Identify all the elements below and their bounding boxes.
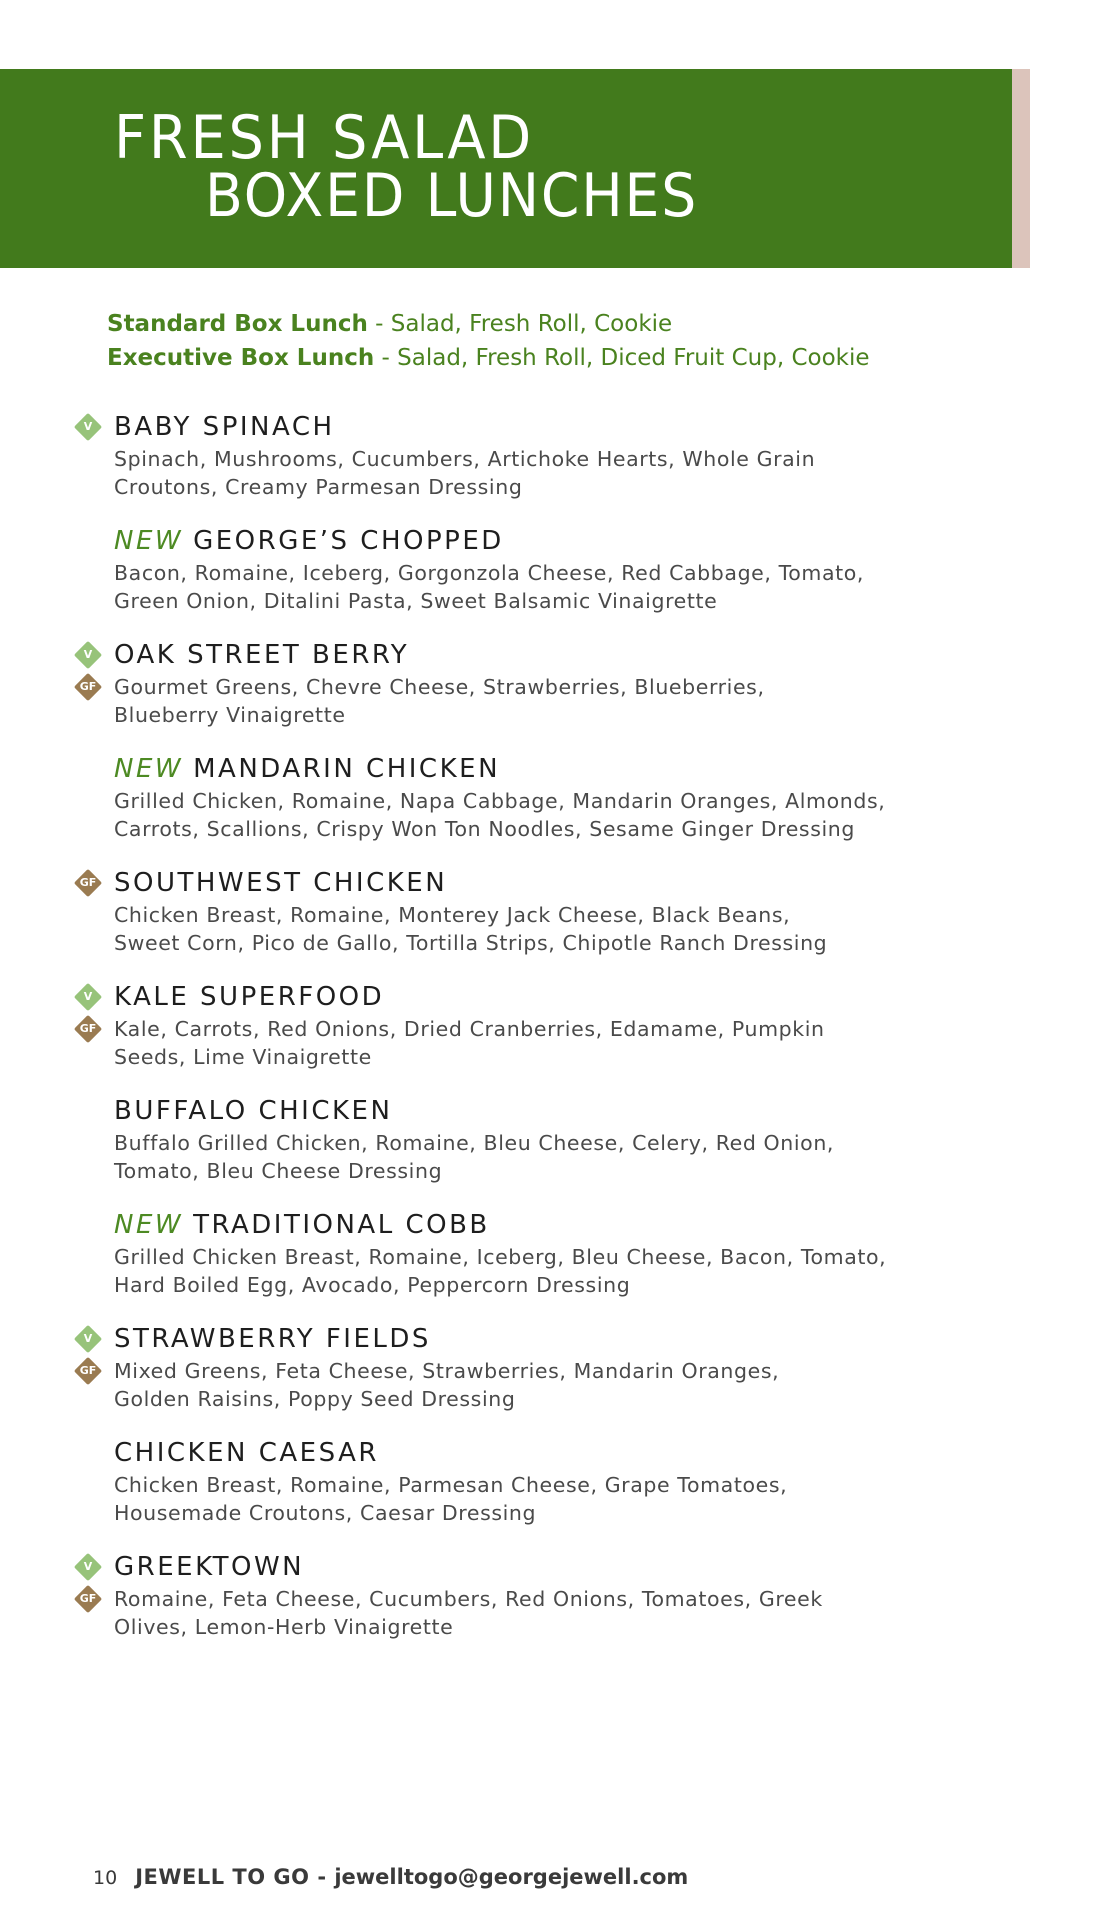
box-lunch-title: Standard Box Lunch (107, 311, 368, 337)
menu-item-name (114, 1552, 304, 1582)
menu-item-title: MANDARIN CHICKEN (193, 754, 501, 784)
box-lunch-details: - Salad, Fresh Roll, Diced Fruit Cup, Cookie (374, 345, 870, 371)
gluten-free-badge-icon: GF (73, 1356, 103, 1386)
footer-brand: JEWELL TO GO - (135, 1865, 335, 1889)
box-lunch-executive (107, 341, 870, 375)
menu-item-description (114, 1129, 894, 1185)
salad-menu-list (0, 412, 1098, 1666)
menu-item-title: SOUTHWEST CHICKEN (114, 868, 448, 898)
menu-item (0, 640, 1098, 754)
new-tag: NEW (114, 1210, 184, 1240)
box-lunch-options (107, 307, 870, 375)
description-line: Seeds, Lime Vinaigrette (114, 1045, 372, 1069)
menu-item-description (114, 445, 894, 501)
new-tag: NEW (114, 526, 184, 556)
menu-item-title: GREEKTOWN (114, 1552, 305, 1582)
description-line: Chicken Breast, Romaine, Monterey Jack Cheese, Black Beans, (114, 903, 791, 927)
new-tag: NEW (114, 754, 184, 784)
description-line: Gourmet Greens, Chevre Cheese, Strawberries, Blueberries, (114, 675, 765, 699)
menu-item (0, 754, 1098, 868)
description-line: Blueberry Vinaigrette (114, 703, 346, 727)
menu-item-description (114, 1357, 894, 1413)
menu-item (0, 1324, 1098, 1438)
menu-item-name (114, 868, 447, 898)
page-title-line2: BOXED LUNCHES (205, 161, 699, 231)
menu-item-description (114, 1015, 894, 1071)
box-lunch-standard (107, 307, 870, 341)
menu-item (0, 868, 1098, 982)
vegetarian-badge-icon: V (73, 640, 103, 670)
menu-item-title: CHICKEN CAESAR (114, 1438, 379, 1468)
box-lunch-details: - Salad, Fresh Roll, Cookie (367, 311, 673, 337)
menu-item-title: OAK STREET BERRY (114, 640, 410, 670)
menu-item (0, 1096, 1098, 1210)
gluten-free-badge-icon: GF (73, 672, 103, 702)
menu-item-description (114, 1471, 894, 1527)
description-line: Grilled Chicken Breast, Romaine, Iceberg, Bleu Cheese, Bacon, Tomato, (114, 1245, 887, 1269)
description-line: Tomato, Bleu Cheese Dressing (114, 1159, 443, 1183)
menu-item-name (114, 1096, 392, 1126)
menu-item (0, 1210, 1098, 1324)
description-line: Kale, Carrots, Red Onions, Dried Cranberries, Edamame, Pumpkin (114, 1017, 825, 1041)
menu-item (0, 412, 1098, 526)
menu-item-name (114, 526, 504, 556)
description-line: Buffalo Grilled Chicken, Romaine, Bleu Cheese, Celery, Red Onion, (114, 1131, 835, 1155)
footer (93, 1864, 688, 1891)
page-number: 10 (93, 1867, 118, 1889)
menu-item (0, 526, 1098, 640)
menu-item-name (114, 1438, 379, 1468)
description-line: Mixed Greens, Feta Cheese, Strawberries, Mandarin Oranges, (114, 1359, 780, 1383)
description-line: Olives, Lemon-Herb Vinaigrette (114, 1615, 454, 1639)
vegetarian-badge-icon: V (73, 1324, 103, 1354)
menu-item-name (114, 754, 500, 784)
gluten-free-badge-icon: GF (73, 1584, 103, 1614)
menu-item (0, 1552, 1098, 1666)
menu-item-title: STRAWBERRY FIELDS (114, 1324, 431, 1354)
menu-item-title: KALE SUPERFOOD (114, 982, 385, 1012)
description-line: Grilled Chicken, Romaine, Napa Cabbage, Mandarin Oranges, Almonds, (114, 789, 886, 813)
vegetarian-badge-icon: V (73, 412, 103, 442)
menu-item-name (114, 412, 335, 442)
menu-item-name (114, 982, 384, 1012)
description-line: Golden Raisins, Poppy Seed Dressing (114, 1387, 516, 1411)
description-line: Bacon, Romaine, Iceberg, Gorgonzola Cheese, Red Cabbage, Tomato, (114, 561, 865, 585)
gluten-free-badge-icon: GF (73, 868, 103, 898)
menu-item-name (114, 640, 409, 670)
gluten-free-badge-icon: GF (73, 1014, 103, 1044)
menu-item-name (114, 1324, 431, 1354)
description-line: Carrots, Scallions, Crispy Won Ton Noodles, Sesame Ginger Dressing (114, 817, 855, 841)
vegetarian-badge-icon: V (73, 982, 103, 1012)
footer-email: jewelltogo@georgejewell.com (334, 1865, 689, 1889)
page-title-line1: FRESH SALAD (114, 103, 535, 173)
description-line: Housemade Croutons, Caesar Dressing (114, 1501, 537, 1525)
menu-item-description (114, 1243, 894, 1299)
menu-item-title: BUFFALO CHICKEN (114, 1096, 393, 1126)
description-line: Green Onion, Ditalini Pasta, Sweet Balsamic Vinaigrette (114, 589, 718, 613)
menu-item-title: TRADITIONAL COBB (193, 1210, 490, 1240)
menu-item-description (114, 673, 894, 729)
vegetarian-badge-icon: V (73, 1552, 103, 1582)
description-line: Chicken Breast, Romaine, Parmesan Cheese, Grape Tomatoes, (114, 1473, 788, 1497)
description-line: Croutons, Creamy Parmesan Dressing (114, 475, 523, 499)
box-lunch-title: Executive Box Lunch (107, 345, 375, 371)
description-line: Spinach, Mushrooms, Cucumbers, Artichoke Hearts, Whole Grain (114, 447, 816, 471)
menu-item-description (114, 787, 894, 843)
menu-item-description (114, 559, 894, 615)
description-line: Romaine, Feta Cheese, Cucumbers, Red Onions, Tomatoes, Greek (114, 1587, 823, 1611)
header-banner-accent (1012, 69, 1030, 268)
menu-item-description (114, 1585, 894, 1641)
description-line: Sweet Corn, Pico de Gallo, Tortilla Strips, Chipotle Ranch Dressing (114, 931, 828, 955)
menu-item-title: BABY SPINACH (114, 412, 335, 442)
description-line: Hard Boiled Egg, Avocado, Peppercorn Dressing (114, 1273, 631, 1297)
menu-item-title: GEORGE’S CHOPPED (193, 526, 504, 556)
menu-item-name (114, 1210, 490, 1240)
menu-item (0, 1438, 1098, 1552)
menu-item-description (114, 901, 894, 957)
menu-item (0, 982, 1098, 1096)
